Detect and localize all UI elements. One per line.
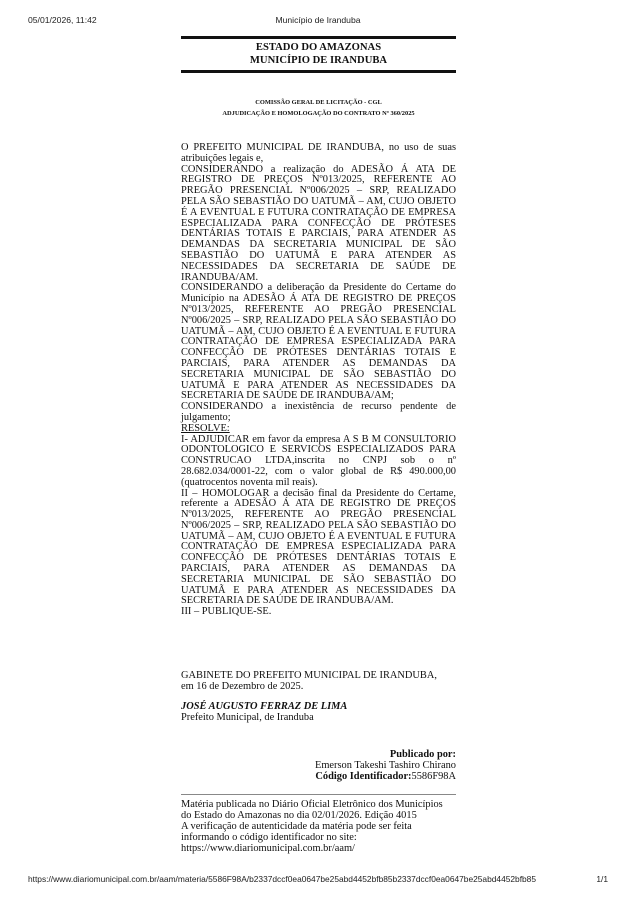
consider-paragraph-1: CONSIDERANDO a realização do ADESÃO Á ATA DE REGISTRO DE PREÇOS Nº013/2025, REFERENTE AO PREGÃO PRESENCIAL Nº006/2025 – SRP, REALIZADO PELA SÃO SEBASTIÃO DO UATUMÃ – AM, CUJO OBJETO É A EVENTUAL E FUTURA CONTRATAÇÃO DE EMPRESA ESPECIALIZADA PARA CONFECÇÃO DE PRÓTESES DENTÁRIAS TOTAIS E PARCIAIS, PARA ATENDER AS DEMANDAS DA SECRETARIA MUNICIPAL DE SÃO SEBASTIÃO DO UATUMÃ E PARA ATENDER AS NECESSIDADES DA SECRETARIA DE SAÚDE DE IRANDUBA/AM. (181, 163, 456, 283)
code-label: Código Identificador: (315, 771, 412, 782)
footer-rule (181, 794, 456, 795)
consider-keyword: CONSIDERANDO (181, 163, 263, 175)
item-publish: III – PUBLIQUE-SE. (181, 606, 272, 618)
closing-block (181, 671, 456, 693)
consider-paragraph-2: CONSIDERANDO a deliberação da Presidente do Certame do Município na ADESÃO Á ATA DE REGISTRO DE PREÇOS Nº013/2025, REFERENTE AO PREGÃO PRESENCIAL Nº006/2025 – SRP, REALIZADO PELA SÃO SEBASTIÃO DO UATUMÃ – AM, CUJO OBJETO É A EVENTUAL E FUTURA CONTRATAÇÃO DE EMPRESA ESPECIALIZADA PARA CONFECÇÃO DE PRÓTESES DENTÁRIAS TOTAIS E PARCIAIS, PARA ATENDER AS DEMANDAS DA SECRETARIA MUNICIPAL DE SÃO SEBASTIÃO DO UATUMÃ E PARA ATENDER AS NECESSIDADES DA SECRETARIA DE SAÚDE DE IRANDUBA/AM; (181, 282, 456, 402)
identifier-code: 5586F98A (411, 771, 456, 782)
resolve-heading: RESOLVE: (181, 422, 230, 434)
print-url[interactable]: https://www.diariomunicipal.com.br/aam/materia/5586F98A/b2337dccf0ea0647be25abd4452bfb85b2337dccf0ea0647be25abd4452bfb85 (28, 874, 536, 884)
item-adjudicate: I- ADJUDICAR em favor da empresa A S B M CONSULTORIO ODONTOLOGICO E SERVICOS ESPECIALIZADOS PARA CONSTRUCAO LTDA,inscrita no CNPJ sob o nº 28.682.034/0001-22, com o valor global de R$ 490.000,00 (quatrocentos noventa mil reais). (181, 433, 456, 488)
signer-role: Prefeito Municipal, de Iranduba (181, 711, 314, 723)
publisher-name: Emerson Takeshi Tashiro Chirano (314, 760, 456, 771)
print-page-number: 1/1 (596, 874, 608, 884)
signature-block (181, 702, 456, 724)
item-homologate: II – HOMOLOGAR a decisão final da Presidente do Certame, referente a ADESÃO Á ATA DE REGISTRO DE PREÇOS Nº013/2025, REFERENTE AO PREGÃO PRESENCIAL Nº006/2025 – SRP, REALIZADO PELA SÃO SEBASTIÃO DO UATUMÃ – AM, CUJO OBJETO É A EVENTUAL E FUTURA CONTRATAÇÃO DE EMPRESA ESPECIALIZADA PARA CONFECÇÃO DE PRÓTESES DENTÁRIAS TOTAIS E PARCIAIS, PARA ATENDER AS DEMANDAS DA SECRETARIA MUNICIPAL DE SÃO SEBASTIÃO DO UATUMÃ E PARA ATENDER AS NECESSIDADES DA SECRETARIA DE SAÚDE DE IRANDUBA/AM. (181, 487, 456, 607)
publication-block (181, 749, 456, 782)
commission-name: COMISSÃO GERAL DE LICITAÇÃO - CGL (255, 99, 382, 106)
consider-keyword: CONSIDERANDO (181, 401, 263, 413)
document-body (181, 143, 456, 618)
published-by-label: Publicado por: (389, 749, 456, 760)
state-name: ESTADO DO AMAZONAS (255, 42, 382, 53)
print-footer (28, 874, 608, 888)
publication-note: Matéria publicada no Diário Oficial Eletrônico dos Municípios do Estado do Amazonas no dia 02/01/2026. Edição 4015 A verificação de autenticidade da matéria pode ser feita informando o código identificador no site: https://www.diariomunicipal.com.br/aam/ (181, 800, 461, 855)
document-header (181, 41, 456, 67)
document-subject: ADJUDICAÇÃO E HOMOLOGAÇÃO DO CONTRATO Nº 360/2025 (222, 110, 415, 117)
print-datetime: 05/01/2026, 11:42 (28, 15, 97, 25)
print-header (28, 15, 608, 29)
consider-paragraph-3: CONSIDERANDO a inexistência de recurso pendente de julgamento; (181, 401, 456, 423)
verification-link[interactable]: https://www.diariomunicipal.com.br/aam/ (181, 842, 355, 854)
header-top-rule (181, 36, 456, 39)
header-bottom-rule (181, 70, 456, 73)
adjudicate-keyword: I- ADJUDICAR (181, 433, 250, 445)
print-title: Município de Iranduba (275, 15, 361, 25)
consider-keyword: CONSIDERANDO (181, 282, 263, 294)
municipality-name: MUNICÍPIO DE IRANDUBA (249, 55, 388, 66)
intro-paragraph: O PREFEITO MUNICIPAL DE IRANDUBA, no uso de suas atribuições legais e, (181, 142, 456, 164)
homologate-keyword: II – HOMOLOGAR (181, 487, 270, 499)
signer-name: JOSÉ AUGUSTO FERRAZ DE LIMA (181, 701, 348, 712)
closing-office: GABINETE DO PREFEITO MUNICIPAL DE IRANDUBA, (181, 670, 437, 681)
section-heading (181, 97, 456, 119)
closing-date: em 16 de Dezembro de 2025. (181, 680, 304, 692)
